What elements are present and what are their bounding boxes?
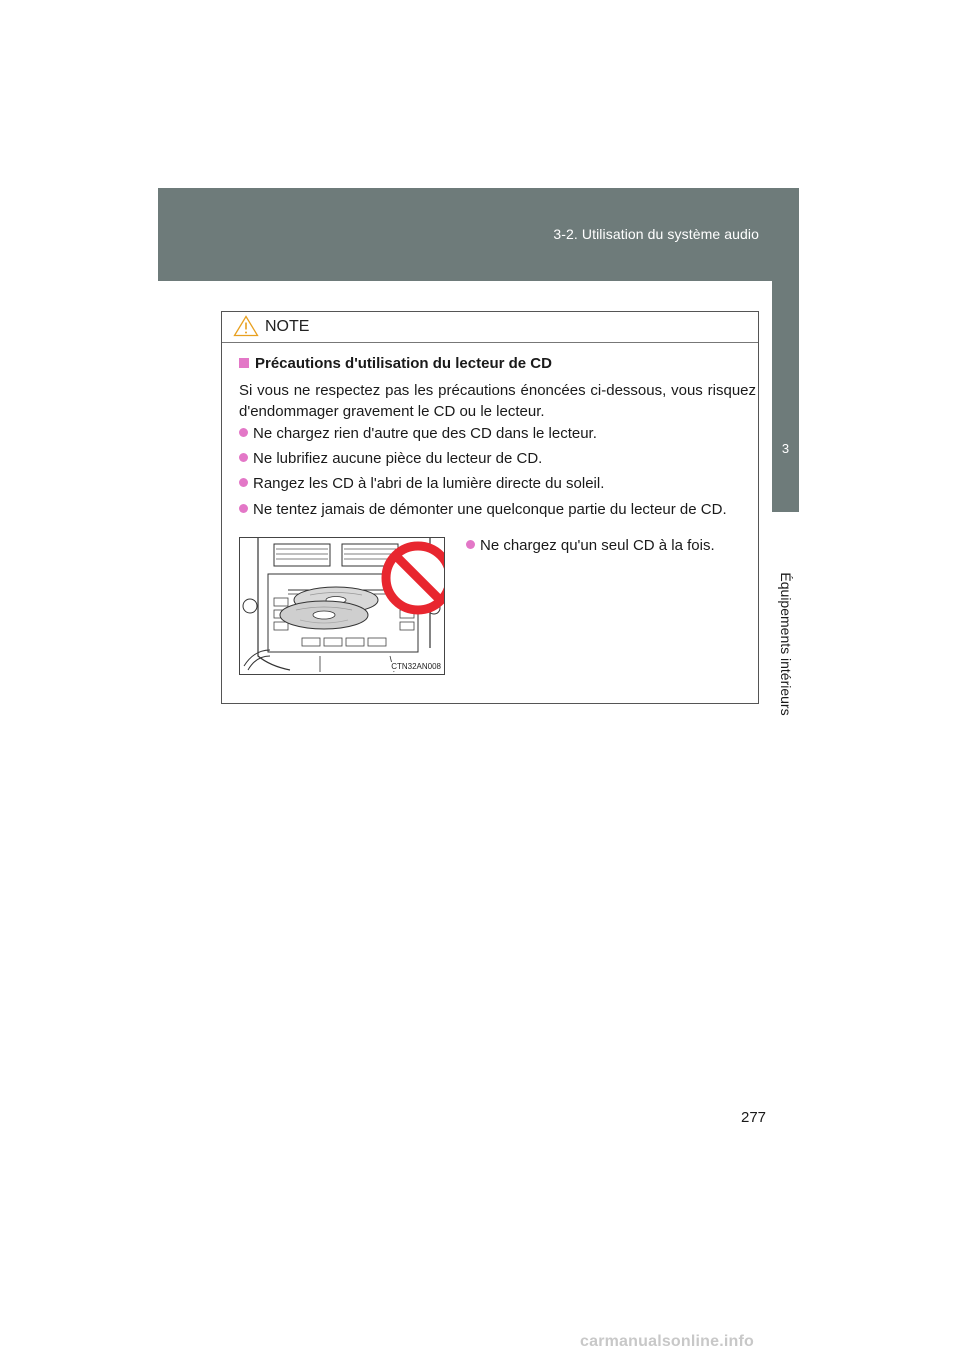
chapter-number: 3 (781, 441, 790, 456)
list-item-text: Ne chargez qu'un seul CD à la fois. (480, 537, 715, 554)
note-box (221, 311, 759, 704)
section-title: 3-2. Utilisation du système audio (553, 226, 759, 242)
watermark: carmanualsonline.info (580, 1333, 755, 1350)
bullet-dot-icon (239, 428, 248, 437)
list-item (239, 501, 727, 518)
list-item-text: Rangez les CD à l'abri de la lumière directe du soleil. (253, 475, 605, 492)
section-heading (239, 355, 552, 372)
list-item (239, 450, 542, 467)
bullet-dot-icon (239, 453, 248, 462)
warning-triangle-icon (233, 315, 259, 337)
cd-player-illustration (239, 537, 445, 675)
header-bar (158, 188, 799, 281)
square-bullet-icon (239, 358, 249, 368)
bullet-dot-icon (466, 540, 475, 549)
note-header (222, 312, 758, 343)
list-item (239, 475, 604, 492)
list-item-text: Ne tentez jamais de démonter une quelconque partie du lecteur de CD. (253, 501, 727, 518)
bullet-dot-icon (239, 478, 248, 487)
prohibition-icon (386, 546, 444, 610)
list-item-text: Ne chargez rien d'autre que des CD dans le lecteur. (253, 425, 597, 442)
cd-player-drawing (240, 538, 444, 674)
list-item (239, 425, 597, 442)
illustration-code: CTN32AN008 (391, 662, 441, 671)
note-title: NOTE (265, 318, 310, 335)
bullet-dot-icon (239, 504, 248, 513)
chapter-label: Équipements intérieurs (778, 572, 794, 716)
list-item (466, 537, 715, 554)
list-item-text: Ne lubrifiez aucune pièce du lecteur de CD. (253, 450, 543, 467)
intro-paragraph: Si vous ne respectez pas les précautions énoncées ci-dessous, vous risquez d'endommager gravement le CD ou le lecteur. (239, 382, 756, 420)
page-number: 277 (741, 1109, 767, 1126)
section-heading-text: Précautions d'utilisation du lecteur de CD (255, 355, 552, 372)
chapter-tab (772, 281, 799, 512)
